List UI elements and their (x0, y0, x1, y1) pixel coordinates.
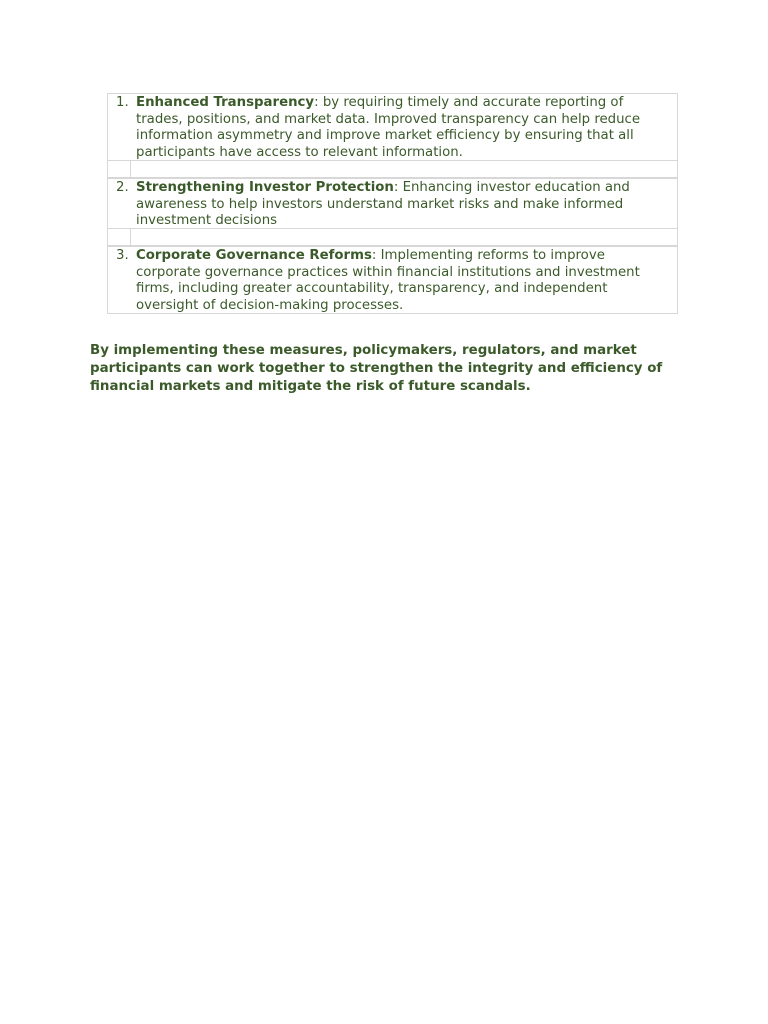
list-item-title: Enhanced Transparency (136, 95, 315, 110)
conclusion-paragraph: By implementing these measures, policymakers, regulators, and market participants can work together to strengthen the integrity and efficiency of financial markets and mitigate the risk of future scandals. (90, 343, 663, 394)
list-item-number (108, 248, 136, 314)
list-item-body: : Enhancing investor education and awareness to help investors understand market risks and make informed investment decisions (136, 180, 630, 229)
list-item (107, 93, 678, 161)
list-item-text (136, 95, 677, 161)
list-item-body: : by requiring timely and accurate reporting of trades, positions, and market data. Improved transparency can help reduce information asymmetry and improve market efficiency by ensuring that all participants have access to relevant information. (136, 95, 641, 160)
list-item-number-text: 3. (116, 248, 129, 263)
divider (130, 161, 131, 177)
list-item-text (136, 248, 677, 314)
list-item-title: Strengthening Investor Protection (136, 180, 394, 195)
list-spacer-row (107, 229, 678, 246)
list-item-number-text: 1. (116, 95, 129, 110)
list-item-number (108, 180, 136, 230)
list-item-text (136, 180, 677, 230)
list-item (107, 246, 678, 314)
list-item (107, 178, 678, 229)
list-spacer-row (107, 161, 678, 178)
list-item-number (108, 95, 136, 161)
list-item-number-text: 2. (116, 180, 129, 195)
list-item-body: : Implementing reforms to improve corporate governance practices within financial institutions and investment firms, including greater accountability, transparency, and independent oversight of decision-making processes. (136, 248, 640, 313)
list-item-title: Corporate Governance Reforms (136, 248, 372, 263)
divider (130, 229, 131, 245)
